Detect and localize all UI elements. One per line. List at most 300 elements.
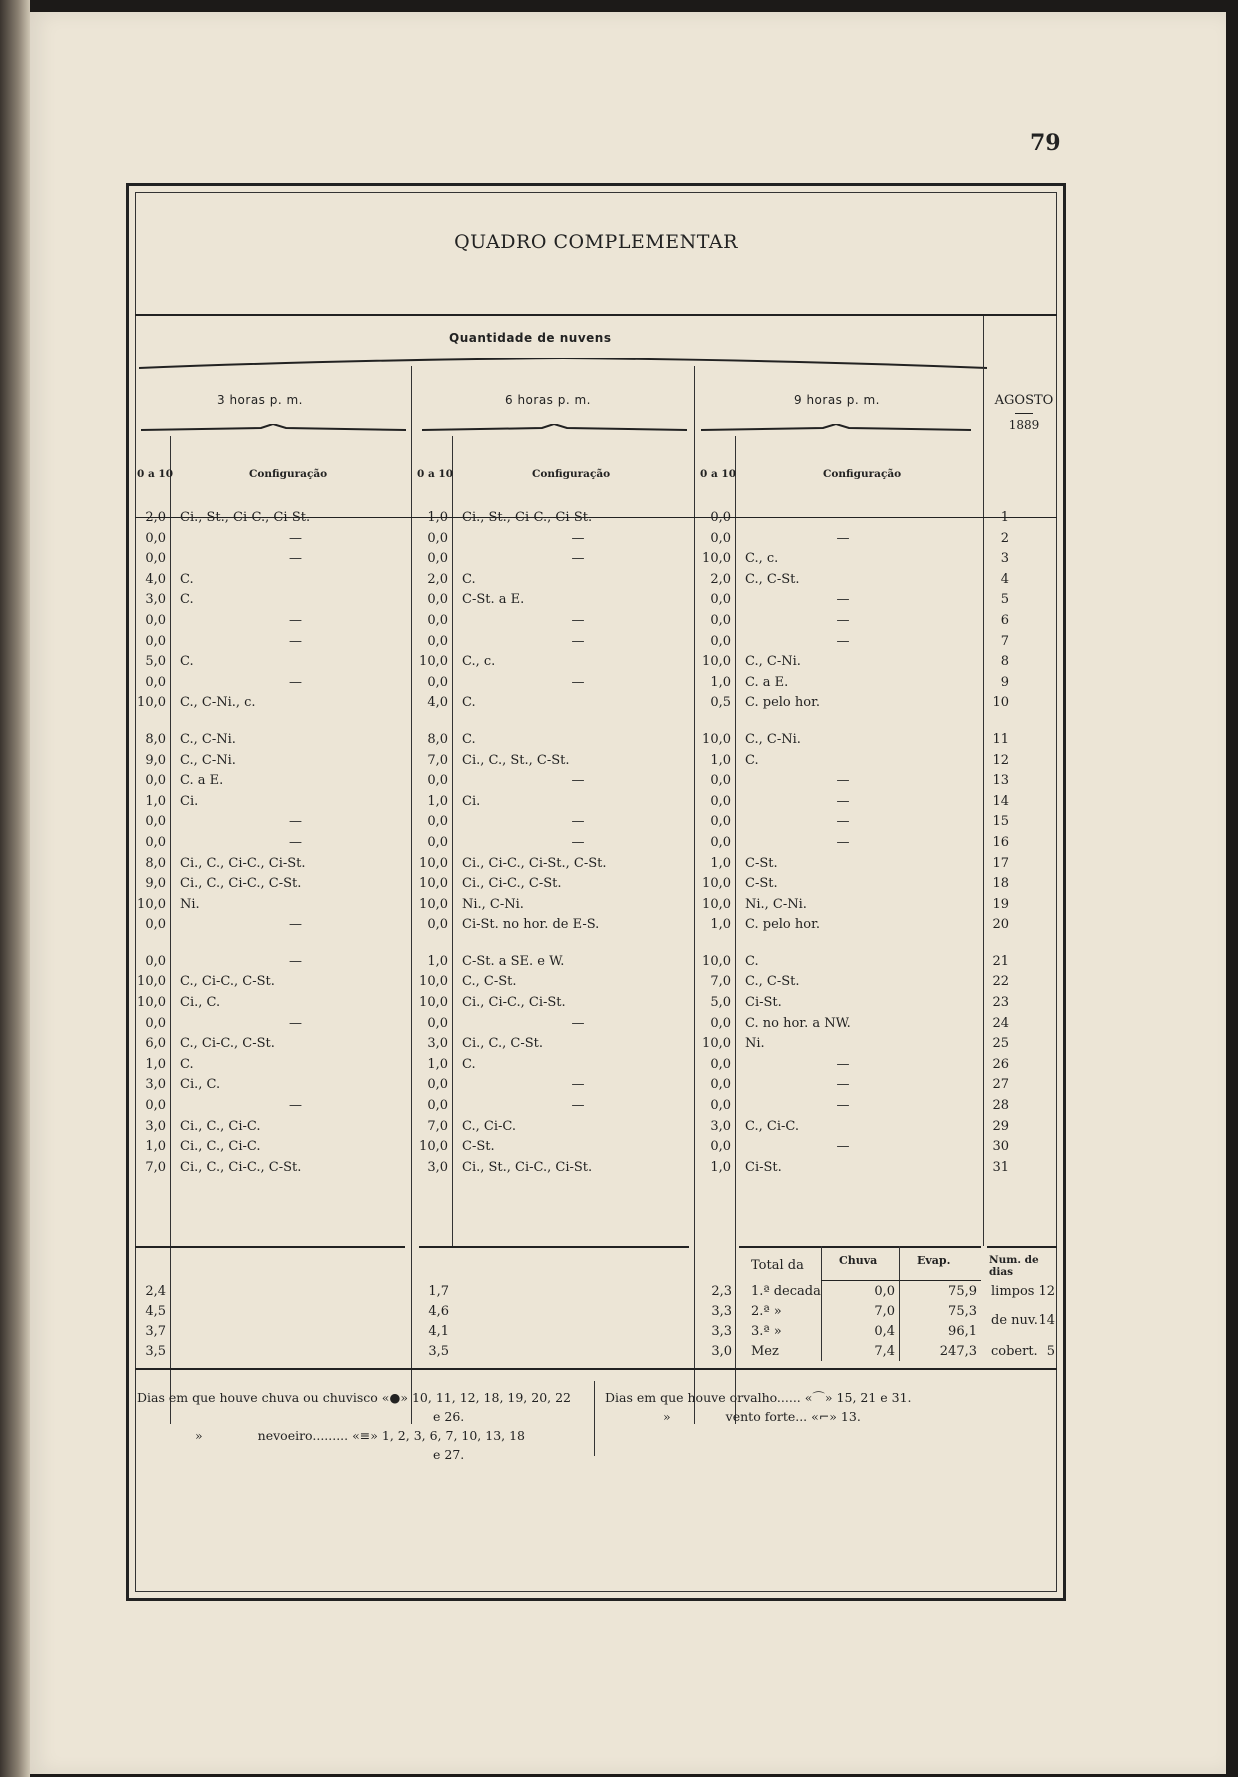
days-count: 12: [1038, 1284, 1055, 1299]
config-6pm: Ci., Ci-C., C-St.: [462, 876, 562, 892]
footer-fog-line: » nevoeiro......... «≡» 1, 2, 3, 6, 7, 10, 13, 18: [195, 1428, 525, 1443]
config-3pm: —: [289, 1015, 302, 1031]
cloud-6pm: 0,0: [427, 674, 448, 690]
day-number: 22: [992, 974, 1009, 990]
footer-wind-line: » vento forte... «⌐» 13.: [663, 1409, 861, 1424]
config-3pm: —: [289, 814, 302, 830]
cloud-6pm: 10,0: [419, 876, 448, 892]
config-9pm: —: [836, 530, 850, 546]
cloud-9pm: 0,0: [710, 510, 731, 525]
day-number: 21: [992, 953, 1009, 969]
cloud-9pm: 0,0: [710, 1056, 731, 1072]
summary-subrule: [821, 1280, 981, 1281]
table-row: [129, 1137, 1015, 1158]
table-row: [129, 972, 1015, 993]
cloud-6pm: 10,0: [419, 974, 448, 990]
summary-vrule-2: [899, 1246, 900, 1361]
cloud-9pm: 0,0: [710, 1077, 731, 1093]
month-dash: [1015, 413, 1033, 414]
cloud-6pm: 0,0: [427, 551, 448, 567]
cloud-9pm: 1,0: [710, 855, 731, 871]
page-number: 79: [1030, 130, 1061, 156]
config-6pm: C.: [462, 731, 476, 747]
config-6pm: C.: [462, 695, 476, 711]
col-head-config-2: Configuração: [532, 468, 611, 480]
rain-total: 7,4: [874, 1344, 895, 1359]
cloud-3pm: 2,0: [145, 510, 166, 525]
cloud-9pm: 0,5: [710, 695, 731, 711]
clouds-header: Quantidade de nuvens: [449, 331, 612, 345]
cloud-3pm: 0,0: [145, 633, 166, 649]
col-3pm-header: 3 horas p. m.: [217, 393, 303, 407]
cloud-9pm: 2,0: [710, 571, 731, 587]
cloud-3pm: 7,0: [145, 1159, 166, 1175]
config-3pm: Ci., St., Ci-C., Ci-St.: [180, 510, 311, 525]
config-9pm: C., Ci-C.: [745, 1118, 799, 1134]
config-6pm: —: [571, 674, 585, 690]
config-6pm: —: [571, 551, 585, 567]
rain-header: Chuva: [839, 1254, 878, 1267]
config-9pm: —: [836, 510, 850, 525]
cloud-3pm: 10,0: [137, 896, 166, 912]
col-head-config-3: Configuração: [823, 468, 902, 480]
day-number: 26: [992, 1056, 1009, 1072]
day-number: 2: [1000, 530, 1009, 546]
config-9pm: C., c.: [745, 551, 779, 567]
avg-6pm: 4,6: [428, 1304, 449, 1319]
config-9pm: —: [836, 834, 850, 850]
avg-9pm: 3,0: [711, 1344, 732, 1359]
col-head-0a10-2: 0 a 10: [417, 468, 454, 480]
config-3pm: Ci., C., Ci-C., C-St.: [180, 1159, 302, 1175]
config-6pm: C.: [462, 1056, 476, 1072]
config-9pm: —: [836, 592, 850, 608]
config-3pm: Ci., C.: [180, 995, 221, 1011]
cloud-9pm: 0,0: [710, 612, 731, 628]
footer-right: [605, 1388, 1055, 1426]
cloud-3pm: 3,0: [145, 1077, 166, 1093]
cloud-3pm: 0,0: [145, 612, 166, 628]
config-3pm: —: [289, 917, 302, 933]
cloud-9pm: 0,0: [710, 773, 731, 789]
cloud-6pm: 1,0: [427, 953, 448, 969]
cloud-3pm: 0,0: [145, 953, 166, 969]
cloud-6pm: 0,0: [427, 917, 448, 933]
config-9pm: C., C-St.: [745, 974, 800, 990]
cloud-9pm: 1,0: [710, 752, 731, 768]
cloud-9pm: 1,0: [710, 674, 731, 690]
cloud-3pm: 0,0: [145, 773, 166, 789]
rain-total: 0,4: [874, 1324, 895, 1339]
col-9pm-header: 9 horas p. m.: [794, 393, 880, 407]
wind-symbol-icon: «⌐»: [811, 1409, 837, 1424]
cloud-3pm: 9,0: [145, 876, 166, 892]
summary-rule-3: [739, 1246, 981, 1248]
evap-total: 75,3: [948, 1304, 977, 1319]
config-3pm: C.: [180, 654, 194, 670]
brace-9pm: [701, 424, 971, 430]
day-number: 9: [1000, 674, 1009, 690]
config-6pm: Ci., Ci-C., Ci-St.: [462, 995, 566, 1011]
cloud-6pm: 0,0: [427, 773, 448, 789]
days-category: de nuv.: [991, 1313, 1038, 1328]
cloud-9pm: 10,0: [702, 876, 731, 892]
cloud-3pm: 6,0: [145, 1036, 166, 1052]
row-gap: [129, 936, 1015, 952]
cloud-9pm: 0,0: [710, 1015, 731, 1031]
cloud-3pm: 0,0: [145, 917, 166, 933]
config-6pm: C., Ci-C.: [462, 1118, 516, 1134]
day-number: 5: [1000, 592, 1009, 608]
cloud-6pm: 8,0: [427, 731, 448, 747]
config-6pm: —: [571, 530, 585, 546]
day-number: 10: [992, 695, 1009, 711]
cloud-6pm: 1,0: [427, 510, 448, 525]
cloud-9pm: 10,0: [702, 1036, 731, 1052]
table-row: [129, 895, 1015, 916]
cloud-6pm: 3,0: [427, 1036, 448, 1052]
config-6pm: Ci., St., Ci-C., Ci-St.: [462, 510, 593, 525]
cloud-3pm: 8,0: [145, 855, 166, 871]
config-6pm: —: [571, 834, 585, 850]
cloud-9pm: 10,0: [702, 896, 731, 912]
cloud-6pm: 0,0: [427, 612, 448, 628]
cloud-3pm: 0,0: [145, 1015, 166, 1031]
config-9pm: C. pelo hor.: [745, 917, 820, 933]
table-row: [129, 652, 1015, 673]
cloud-3pm: 10,0: [137, 995, 166, 1011]
table-row: [129, 874, 1015, 895]
cloud-6pm: 0,0: [427, 1015, 448, 1031]
config-9pm: —: [836, 633, 850, 649]
day-number: 4: [1000, 571, 1009, 587]
summary-rule-2: [419, 1246, 689, 1248]
table-row: [129, 792, 1015, 813]
day-number: 8: [1000, 654, 1009, 670]
evap-total: 96,1: [948, 1324, 977, 1339]
config-6pm: —: [571, 1015, 585, 1031]
cloud-6pm: 2,0: [427, 571, 448, 587]
avg-9pm: 3,3: [711, 1304, 732, 1319]
day-number: 25: [992, 1036, 1009, 1052]
config-9pm: C. no hor. a NW.: [745, 1015, 851, 1031]
avg-3pm: 4,5: [145, 1304, 166, 1319]
day-number: 17: [992, 855, 1009, 871]
config-6pm: Ci., C., C-St.: [462, 1036, 543, 1052]
footer-divider: [594, 1381, 595, 1456]
cloud-3pm: 10,0: [137, 974, 166, 990]
config-3pm: —: [289, 674, 302, 690]
cloud-6pm: 0,0: [427, 530, 448, 546]
table-row: [129, 693, 1015, 714]
days-header: Num. de dias: [989, 1254, 1039, 1278]
col-head-config-1: Configuração: [249, 468, 328, 480]
config-9pm: Ni.: [745, 1036, 765, 1052]
table-row: [129, 854, 1015, 875]
table-row: [129, 751, 1015, 772]
day-number: 7: [1000, 633, 1009, 649]
config-3pm: —: [289, 1098, 302, 1114]
cloud-6pm: 1,0: [427, 1056, 448, 1072]
day-number: 6: [1000, 612, 1009, 628]
footer-rule: [135, 1368, 1057, 1370]
cloud-3pm: 3,0: [145, 592, 166, 608]
cloud-3pm: 1,0: [145, 1056, 166, 1072]
cloud-6pm: 7,0: [427, 752, 448, 768]
table-row: [129, 570, 1015, 591]
config-3pm: Ci., C.: [180, 1077, 221, 1093]
config-9pm: —: [836, 1077, 850, 1093]
config-6pm: C-St. a SE. e W.: [462, 953, 565, 969]
table-row: [129, 611, 1015, 632]
config-6pm: C., C-St.: [462, 974, 517, 990]
cloud-3pm: 0,0: [145, 814, 166, 830]
day-number: 19: [992, 896, 1009, 912]
table-row: [129, 590, 1015, 611]
config-6pm: —: [571, 1077, 585, 1093]
cloud-6pm: 0,0: [427, 1077, 448, 1093]
config-6pm: —: [571, 814, 585, 830]
cloud-9pm: 10,0: [702, 953, 731, 969]
config-3pm: —: [289, 953, 302, 969]
cloud-6pm: 10,0: [419, 1139, 448, 1155]
day-number: 13: [992, 773, 1009, 789]
cloud-3pm: 0,0: [145, 551, 166, 567]
table-row: [129, 1055, 1015, 1076]
config-3pm: —: [289, 633, 302, 649]
config-9pm: —: [836, 814, 850, 830]
cloud-6pm: 0,0: [427, 814, 448, 830]
days-category: cobert.: [991, 1344, 1038, 1359]
table-row: [129, 915, 1015, 936]
config-3pm: C., Ci-C., C-St.: [180, 974, 275, 990]
cloud-3pm: 5,0: [145, 654, 166, 670]
cloud-6pm: 10,0: [419, 995, 448, 1011]
cloud-9pm: 7,0: [710, 974, 731, 990]
table-row: [129, 1034, 1015, 1055]
cloud-6pm: 10,0: [419, 896, 448, 912]
cloud-3pm: 8,0: [145, 731, 166, 747]
day-number: 16: [992, 834, 1009, 850]
footer-rain-line: Dias em que houve chuva ou chuvisco «●» 10, 11, 12, 18, 19, 20, 22: [137, 1390, 572, 1405]
table-row: [129, 952, 1015, 973]
brace-3pm: [141, 424, 406, 430]
config-3pm: —: [289, 834, 302, 850]
header-rule: [135, 314, 1057, 316]
cloud-6pm: 3,0: [427, 1159, 448, 1175]
rain-total: 0,0: [874, 1284, 895, 1299]
avg-6pm: 3,5: [428, 1344, 449, 1359]
config-6pm: Ni., C-Ni.: [462, 896, 524, 912]
config-6pm: —: [571, 612, 585, 628]
table-row: [129, 1158, 1015, 1179]
config-9pm: C-St.: [745, 855, 778, 871]
config-3pm: Ci., C., Ci-C., C-St.: [180, 876, 302, 892]
config-3pm: Ci., C., Ci-C., Ci-St.: [180, 855, 306, 871]
period-label: 3.ª »: [751, 1324, 782, 1339]
evap-total: 247,3: [939, 1344, 977, 1359]
cloud-9pm: 1,0: [710, 917, 731, 933]
fog-symbol-icon: «≡»: [352, 1428, 378, 1443]
cloud-3pm: 0,0: [145, 1098, 166, 1114]
cloud-3pm: 0,0: [145, 834, 166, 850]
table-row: [129, 1014, 1015, 1035]
config-9pm: C. a E.: [745, 674, 789, 690]
config-9pm: C-St.: [745, 876, 778, 892]
avg-9pm: 3,3: [711, 1324, 732, 1339]
daily-table: [129, 508, 1015, 1178]
clouds-brace: [139, 358, 987, 364]
config-3pm: C.: [180, 592, 194, 608]
period-label: 2.ª »: [751, 1304, 782, 1319]
footer-rain-cont: e 26.: [433, 1409, 465, 1424]
days-count: 5: [1046, 1344, 1055, 1359]
table-title: QUADRO COMPLEMENTAR: [454, 231, 738, 253]
cloud-3pm: 4,0: [145, 571, 166, 587]
month-label: AGOSTO: [994, 393, 1054, 408]
evap-header: Evap.: [917, 1254, 951, 1267]
summary-rule-4: [987, 1246, 1057, 1248]
config-9pm: C. pelo hor.: [745, 695, 820, 711]
period-label: Mez: [751, 1344, 779, 1359]
table-row: [129, 833, 1015, 854]
total-label: Total da: [751, 1258, 804, 1273]
table-frame: [126, 183, 1066, 1601]
cloud-6pm: 10,0: [419, 855, 448, 871]
col-head-0a10-1: 0 a 10: [137, 468, 174, 480]
cloud-6pm: 0,0: [427, 592, 448, 608]
config-9pm: Ci-St.: [745, 1159, 782, 1175]
table-row: [129, 673, 1015, 694]
table-row: [129, 1075, 1015, 1096]
cloud-3pm: 10,0: [137, 695, 166, 711]
config-9pm: C.: [745, 752, 759, 768]
avg-3pm: 2,4: [145, 1284, 166, 1299]
avg-3pm: 3,7: [145, 1324, 166, 1339]
day-number: 20: [992, 917, 1009, 933]
day-number: 18: [992, 876, 1009, 892]
config-6pm: Ci., St., Ci-C., Ci-St.: [462, 1159, 593, 1175]
cloud-9pm: 5,0: [710, 995, 731, 1011]
config-3pm: C., C-Ni.: [180, 752, 236, 768]
config-9pm: Ni., C-Ni.: [745, 896, 807, 912]
table-row: [129, 812, 1015, 833]
footer-left: [137, 1388, 587, 1464]
config-3pm: C. a E.: [180, 773, 224, 789]
cloud-9pm: 10,0: [702, 551, 731, 567]
config-3pm: Ci.: [180, 793, 199, 809]
config-9pm: —: [836, 1139, 850, 1155]
year-label: 1889: [1008, 418, 1040, 432]
config-9pm: C., C-Ni.: [745, 731, 801, 747]
cloud-9pm: 0,0: [710, 814, 731, 830]
avg-3pm: 3,5: [145, 1344, 166, 1359]
table-row: [129, 771, 1015, 792]
cloud-6pm: 0,0: [427, 633, 448, 649]
days-count: 14: [1038, 1313, 1055, 1328]
cloud-3pm: 9,0: [145, 752, 166, 768]
config-9pm: Ci-St.: [745, 995, 782, 1011]
cloud-9pm: 3,0: [710, 1118, 731, 1134]
config-6pm: Ci.: [462, 793, 481, 809]
config-3pm: —: [289, 612, 302, 628]
day-number: 15: [992, 814, 1009, 830]
table-row: [129, 632, 1015, 653]
cloud-9pm: 0,0: [710, 1139, 731, 1155]
col-6pm-header: 6 horas p. m.: [505, 393, 591, 407]
rain-total: 7,0: [874, 1304, 895, 1319]
config-9pm: —: [836, 1056, 850, 1072]
col-head-0a10-3: 0 a 10: [700, 468, 737, 480]
rain-symbol-icon: «●»: [381, 1390, 408, 1405]
config-3pm: Ni.: [180, 896, 200, 912]
cloud-3pm: 0,0: [145, 674, 166, 690]
config-6pm: —: [571, 633, 585, 649]
config-9pm: —: [836, 793, 850, 809]
row-gap: [129, 714, 1015, 730]
cloud-3pm: 1,0: [145, 1139, 166, 1155]
config-3pm: C., C-Ni., c.: [180, 695, 256, 711]
day-number: 29: [992, 1118, 1009, 1134]
day-number: 1: [1000, 510, 1009, 525]
config-3pm: C.: [180, 1056, 194, 1072]
config-6pm: C-St.: [462, 1139, 495, 1155]
dew-symbol-icon: «⌒»: [804, 1390, 833, 1405]
cloud-9pm: 0,0: [710, 633, 731, 649]
config-9pm: C., C-St.: [745, 571, 800, 587]
config-6pm: —: [571, 1098, 585, 1114]
avg-6pm: 4,1: [428, 1324, 449, 1339]
cloud-9pm: 1,0: [710, 1159, 731, 1175]
config-3pm: Ci., C., Ci-C.: [180, 1118, 261, 1134]
config-9pm: —: [836, 773, 850, 789]
table-row: [129, 1096, 1015, 1117]
config-6pm: C.: [462, 571, 476, 587]
config-3pm: —: [289, 530, 302, 546]
evap-total: 75,9: [948, 1284, 977, 1299]
cloud-3pm: 0,0: [145, 530, 166, 546]
avg-6pm: 1,7: [428, 1284, 449, 1299]
cloud-9pm: 10,0: [702, 654, 731, 670]
day-number: 3: [1000, 551, 1009, 567]
config-3pm: C.: [180, 571, 194, 587]
config-3pm: Ci., C., Ci-C.: [180, 1139, 261, 1155]
day-number: 23: [992, 995, 1009, 1011]
table-row: [129, 508, 1015, 529]
config-6pm: Ci., Ci-C., Ci-St., C-St.: [462, 855, 607, 871]
footer-dew-line: Dias em que houve orvalho...... «⌒» 15, 21 e 31.: [605, 1390, 912, 1405]
brace-6pm: [422, 424, 687, 430]
cloud-9pm: 0,0: [710, 834, 731, 850]
cloud-6pm: 0,0: [427, 1098, 448, 1114]
cloud-9pm: 0,0: [710, 592, 731, 608]
config-6pm: Ci-St. no hor. de E-S.: [462, 917, 600, 933]
config-6pm: C-St. a E.: [462, 592, 525, 608]
cloud-6pm: 10,0: [419, 654, 448, 670]
config-9pm: C.: [745, 953, 759, 969]
table-row: [129, 993, 1015, 1014]
day-number: 11: [992, 731, 1009, 747]
day-number: 14: [992, 793, 1009, 809]
cloud-9pm: 0,0: [710, 793, 731, 809]
book-spine: [0, 0, 30, 1777]
cloud-9pm: 10,0: [702, 731, 731, 747]
config-3pm: —: [289, 551, 302, 567]
day-number: 12: [992, 752, 1009, 768]
table-row: [129, 730, 1015, 751]
config-9pm: C., C-Ni.: [745, 654, 801, 670]
day-number: 31: [992, 1159, 1009, 1175]
